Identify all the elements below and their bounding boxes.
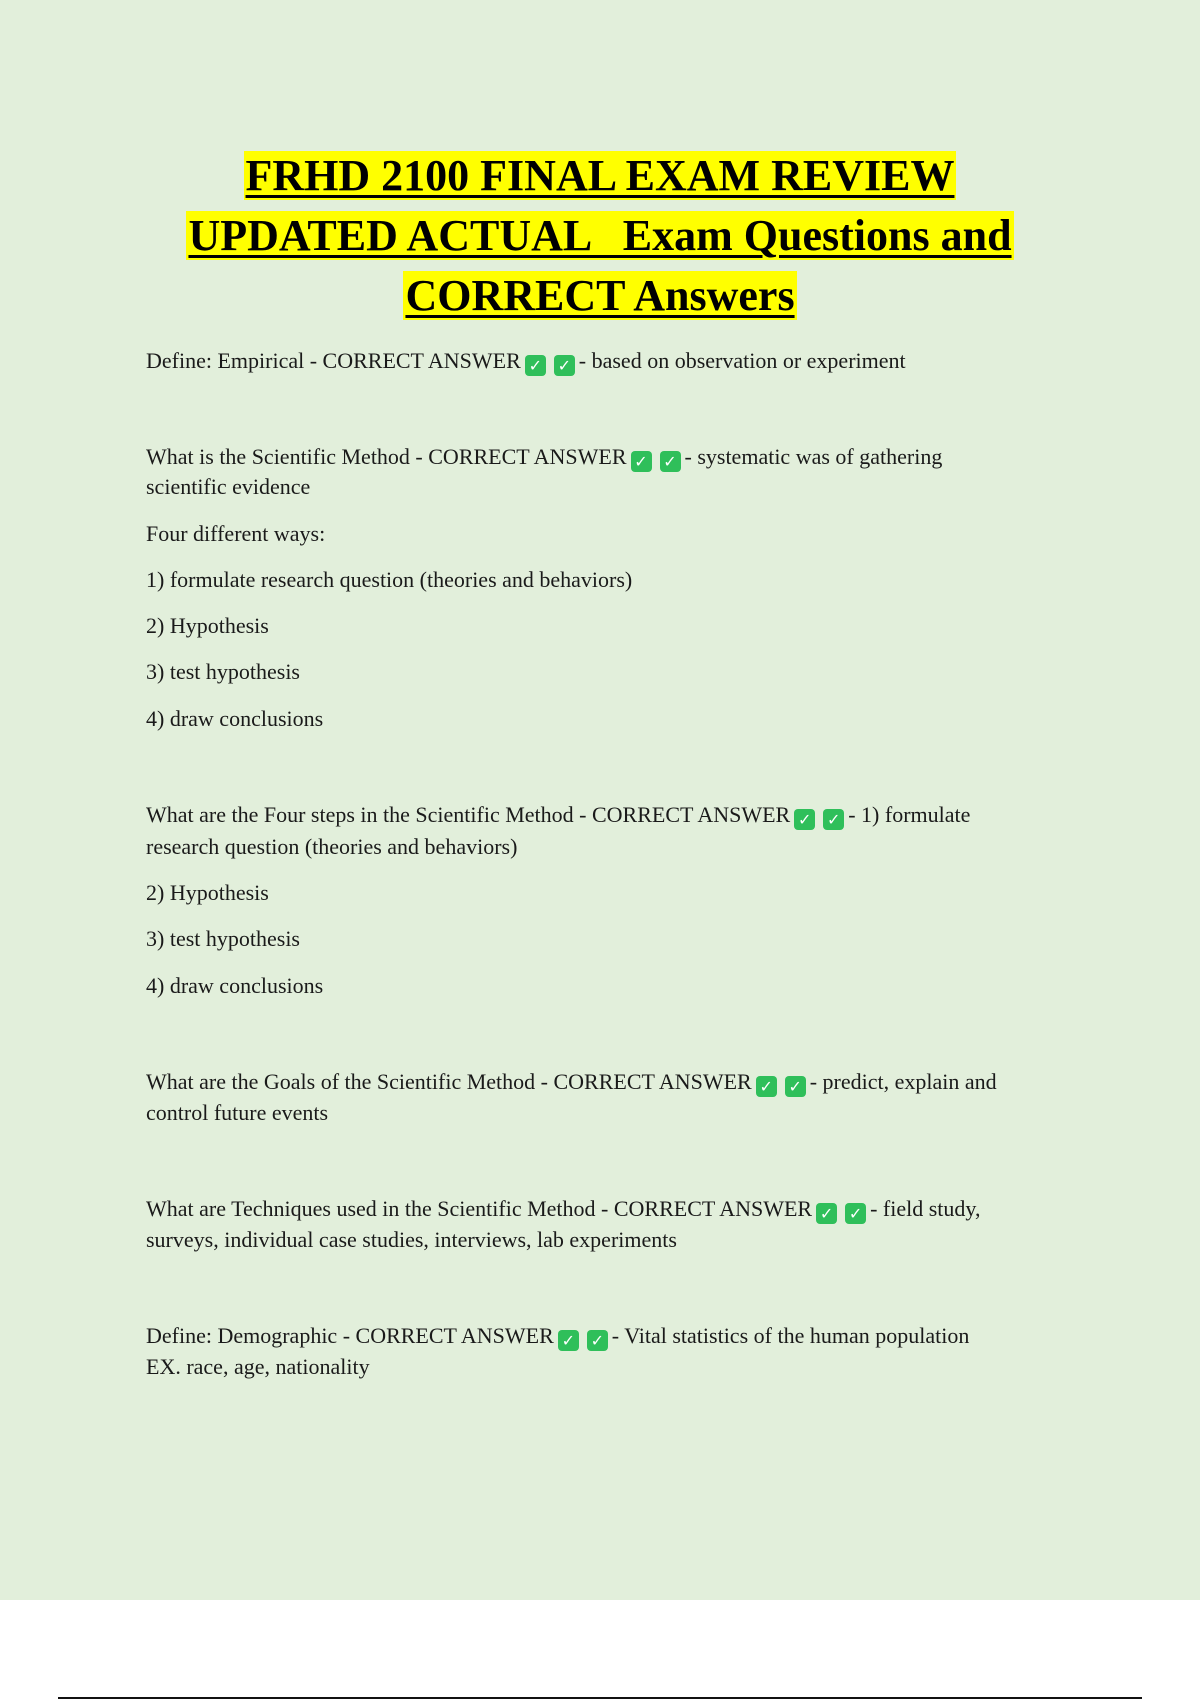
qa-2-extra-3: 2) Hypothesis (146, 613, 269, 638)
qa-2-extra-5: 4) draw conclusions (146, 706, 324, 731)
qa-3-question: What are the Four steps in the Scientific Method - CORRECT ANSWER (146, 802, 791, 827)
title-line-3: CORRECT Answers (405, 271, 795, 320)
qa-4-continuation: control future events (146, 1100, 329, 1125)
qa-5-question: What are Techniques used in the Scientific Method - CORRECT ANSWER (146, 1196, 813, 1221)
qa-6-continuation: EX. race, age, nationality (146, 1354, 370, 1379)
document-title (100, 146, 1100, 326)
qa-3-extra-3: 4) draw conclusions (146, 973, 324, 998)
qa-item-5-line (146, 1193, 980, 1225)
check-box-icon: ✓ (558, 1330, 579, 1351)
qa-item-3-line (146, 799, 970, 831)
check-box-icon: ✓ (660, 451, 681, 472)
qa-2-question: What is the Scientific Method - CORRECT ANSWER (146, 444, 627, 469)
qa-2-continuation: scientific evidence (146, 474, 311, 499)
qa-3-extra-1: 2) Hypothesis (146, 880, 269, 905)
check-box-icon: ✓ (525, 355, 546, 376)
qa-item-4-line (146, 1066, 997, 1098)
qa-6-answer: - Vital statistics of the human population (611, 1323, 970, 1348)
qa-3-answer: - 1) formulate (848, 802, 971, 827)
title-line-1: FRHD 2100 FINAL EXAM REVIEW (245, 151, 955, 200)
qa-4-question: What are the Goals of the Scientific Method - CORRECT ANSWER (146, 1069, 752, 1094)
check-box-icon: ✓ (756, 1076, 777, 1097)
qa-item-2-line (146, 441, 942, 473)
qa-2-answer: - systematic was of gathering (684, 444, 943, 469)
qa-1-question: Define: Empirical - CORRECT ANSWER (146, 348, 521, 373)
check-box-icon: ✓ (845, 1203, 866, 1224)
qa-2-extra-4: 3) test hypothesis (146, 659, 300, 684)
check-box-icon: ✓ (823, 809, 844, 830)
qa-2-extra-2: 1) formulate research question (theories and behaviors) (146, 567, 633, 592)
qa-1-answer: - based on observation or experiment (578, 348, 906, 373)
qa-3-continuation: research question (theories and behaviors) (146, 834, 518, 859)
qa-item-1-line (146, 345, 906, 377)
check-box-icon: ✓ (794, 809, 815, 830)
qa-item-6-line (146, 1320, 969, 1352)
qa-6-question: Define: Demographic - CORRECT ANSWER (146, 1323, 554, 1348)
check-box-icon: ✓ (785, 1076, 806, 1097)
check-box-icon: ✓ (587, 1330, 608, 1351)
qa-4-answer: - predict, explain and (809, 1069, 997, 1094)
page-footer-rule (58, 1697, 1142, 1699)
check-box-icon: ✓ (631, 451, 652, 472)
title-line-2: UPDATED ACTUAL Exam Questions and (188, 211, 1012, 260)
qa-5-continuation: surveys, individual case studies, interviews, lab experiments (146, 1227, 677, 1252)
qa-3-extra-2: 3) test hypothesis (146, 926, 300, 951)
qa-5-answer: - field study, (870, 1196, 981, 1221)
qa-2-extra-1: Four different ways: (146, 521, 326, 546)
check-box-icon: ✓ (554, 355, 575, 376)
check-box-icon: ✓ (816, 1203, 837, 1224)
